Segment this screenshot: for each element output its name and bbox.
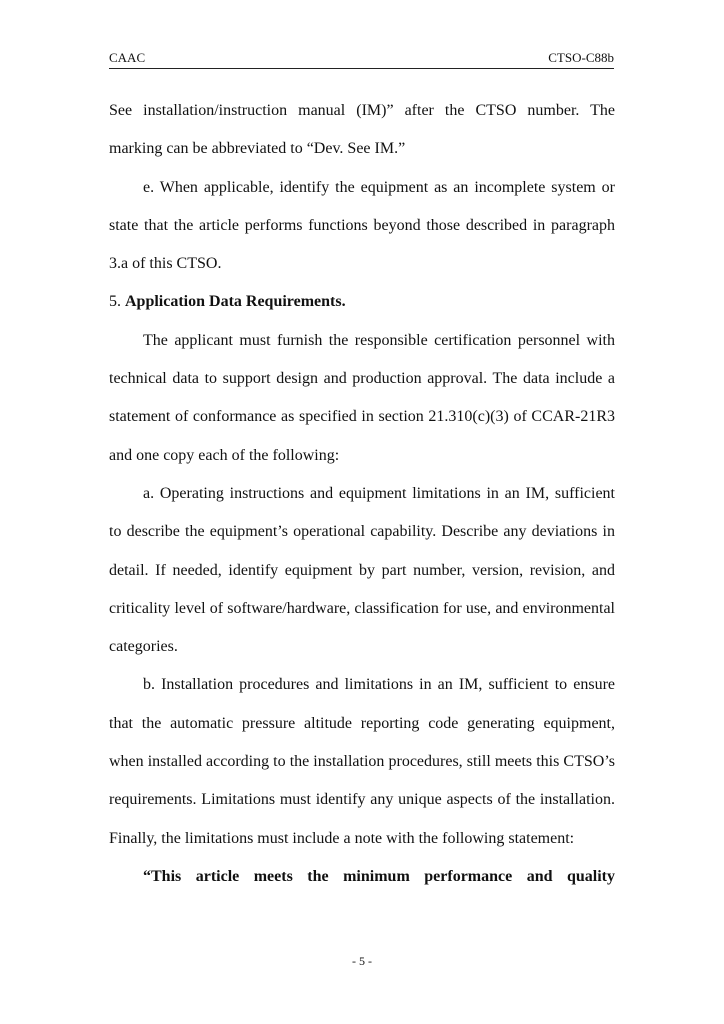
paragraph-item-b: b. Installation procedures and limitations in an IM, sufficient to ensure that the automatic pressure altitude reporting code generating equipment, when installed according to the installation procedures, still meets this CTSO’s requirements. Limitations must identify any unique aspects of the installation. Finally, the limitations must include a note with the following statement: — [109, 676, 615, 847]
section-number: 5. — [109, 293, 125, 311]
paragraph-applicant-data: The applicant must furnish the responsible certification personnel with technical data to support design and production approval. The data include a statement of conformance as specified in section 21.310(c)(3) of CCAR-21R3 and one copy each of the following: — [109, 331, 615, 464]
header-right-label: CTSO-C88b — [548, 50, 614, 65]
paragraph-item-a: a. Operating instructions and equipment limitations in an IM, sufficient to describe the equipment’s operational capability. Describe any deviations in detail. If needed, identify equipment by part number, version, revision, and criticality level of software/hardware, classification for use, and environmental categories. — [109, 484, 615, 656]
page-number: - 5 - — [352, 954, 372, 968]
section-title: Application Data Requirements. — [125, 293, 346, 311]
section-heading — [109, 283, 615, 321]
paragraph-marking-continued: See installation/instruction manual (IM)” after the CTSO number. The marking can be abbreviated to “Dev. See IM.” — [109, 102, 615, 158]
header-left-label: CAAC — [109, 50, 146, 65]
document-body — [109, 92, 615, 896]
quoted-statement: “This article meets the minimum performance and quality — [143, 867, 615, 885]
page-header — [109, 50, 614, 69]
paragraph-item-e: e. When applicable, identify the equipment as an incomplete system or state that the article performs functions beyond those described in paragraph 3.a of this CTSO. — [109, 178, 615, 273]
